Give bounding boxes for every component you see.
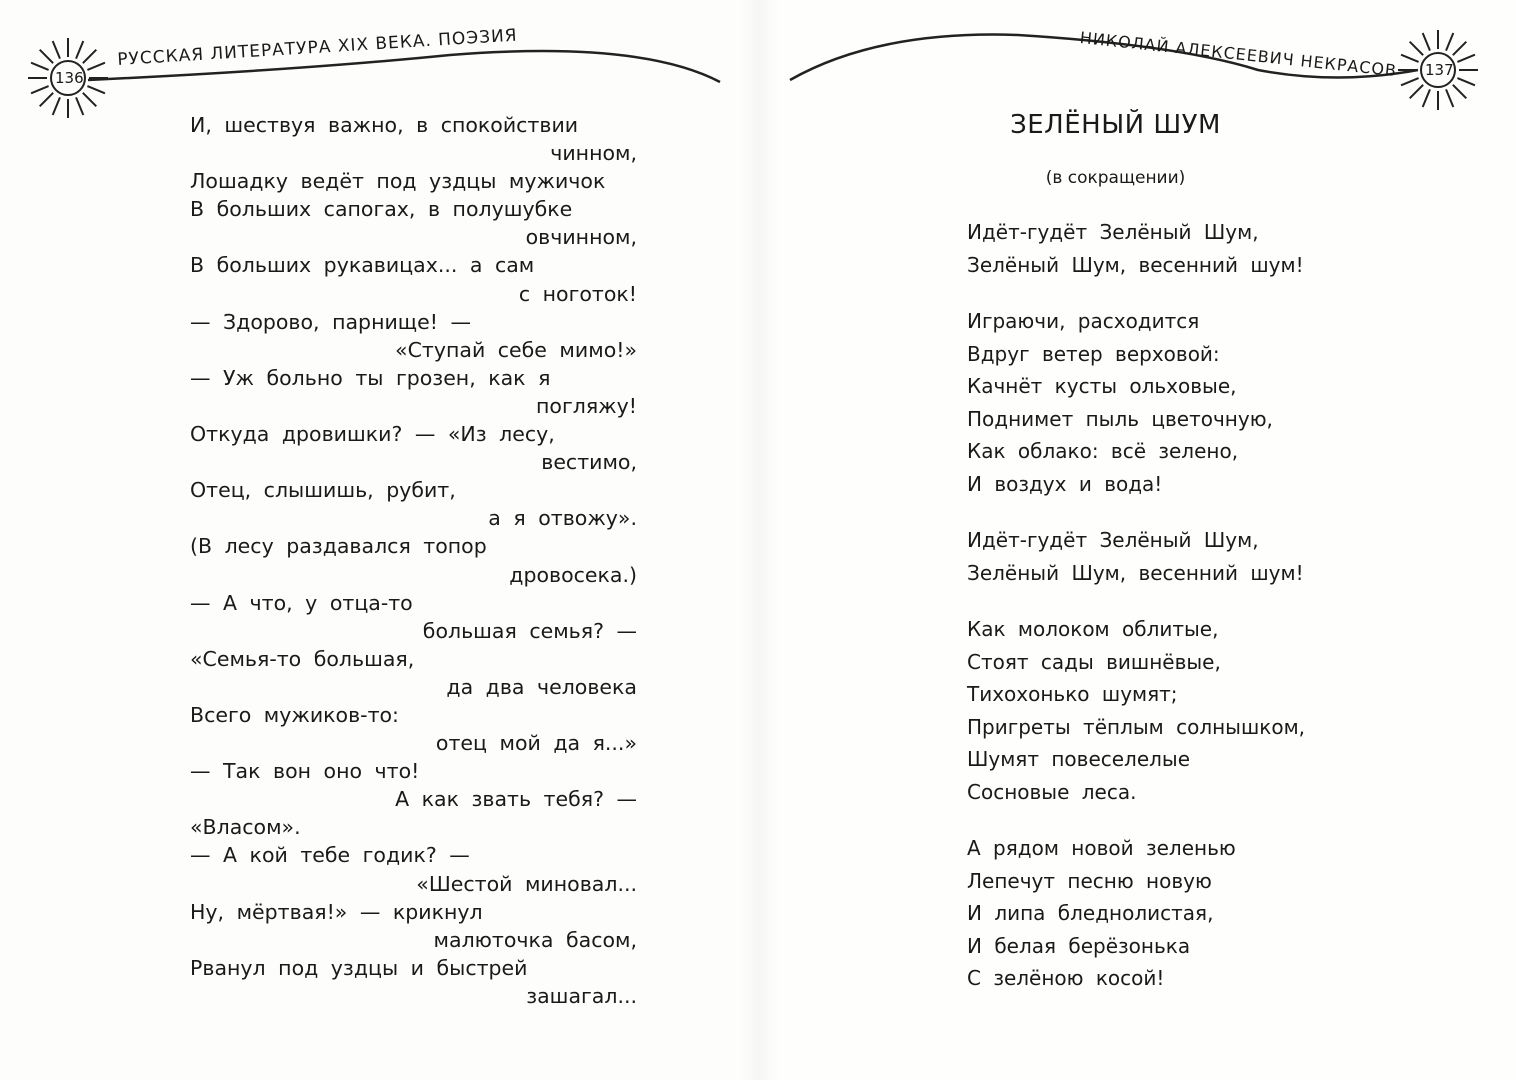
poem-line: «Семья-то большая, — [190, 646, 415, 671]
poem-title: ЗЕЛЁНЫЙ ШУМ — [1010, 110, 1221, 140]
poem-line: овчинном, — [525, 225, 637, 250]
page-number: 137 — [1425, 61, 1454, 79]
poem-line: — А что, у отца-то — [190, 590, 413, 615]
poem-line: Играючи, расходится — [967, 309, 1200, 333]
poem-line: Пригреты тёплым солнышком, — [967, 714, 1306, 739]
poem-line: да два человека — [446, 674, 637, 699]
running-head: РУССКАЯ ЛИТЕРАТУРА XIX ВЕКА. ПОЭЗИЯ — [116, 25, 519, 71]
stanza — [967, 305, 1305, 500]
poem-line: Откуда дровишки? — «Из лесу, — [190, 422, 555, 447]
poem-line: Идёт-гудёт Зелёный Шум, — [967, 528, 1259, 552]
right-page — [758, 0, 1516, 1080]
book-gutter — [740, 0, 780, 1080]
poem-line: И липа бледнолистая, — [967, 901, 1214, 925]
running-head: НИКОЛАЙ АЛЕКСЕЕВИЧ НЕКРАСОВ — [1079, 28, 1398, 81]
poem-line: Зелёный Шум, весенний шум! — [967, 560, 1304, 585]
poem-line: Лепечут песню новую — [967, 868, 1212, 893]
poem-line: — А кой тебе годик? — — [190, 843, 470, 868]
poem-line: дровосека.) — [509, 562, 637, 587]
poem-line: (В лесу раздавался топор — [190, 534, 487, 559]
stanza — [967, 832, 1305, 995]
poem-subtitle: (в сокращении) — [1045, 168, 1186, 188]
poem-text — [190, 111, 637, 1010]
poem-line: — Уж больно ты грозен, как я — [190, 365, 551, 390]
poem-line: Тихохонько шумят; — [967, 682, 1178, 706]
poem-line: отец мой да я...» — [435, 731, 637, 756]
poem-line: Как молоком облитые, — [967, 617, 1219, 641]
poem-line: И, шествуя важно, в спокойствии — [190, 113, 579, 137]
page-number: 136 — [55, 69, 84, 87]
poem-line: И воздух и вода! — [967, 471, 1163, 496]
poem-line: — Здорово, парнище! — — [190, 309, 471, 334]
poem-line: «Власом». — [190, 815, 301, 840]
stanza — [967, 216, 1305, 281]
poem-line: Всего мужиков-то: — [190, 702, 399, 727]
stanza — [967, 613, 1305, 808]
poem-line: большая семья? — — [422, 618, 637, 643]
poem-line: А рядом новой зеленью — [967, 836, 1236, 860]
poem-line: зашагал... — [526, 983, 637, 1008]
poem-line: а я отвожу». — [488, 506, 637, 531]
poem-line: вестимо, — [541, 450, 637, 475]
poem-line: Сосновые леса. — [967, 779, 1137, 804]
poem-line: Лошадку ведёт под уздцы мужичок — [190, 169, 606, 194]
poem-line: В больших сапогах, в полушубке — [190, 197, 573, 222]
poem-line: Качнёт кусты ольховые, — [967, 374, 1237, 398]
poem-line: А как звать тебя? — — [395, 787, 637, 812]
poem-line: Поднимет пыль цветочную, — [967, 406, 1273, 431]
poem-line: С зелёною косой! — [967, 966, 1165, 990]
poem-line: — Так вон оно что! — [190, 759, 420, 784]
poem-line: И белая берёзонька — [967, 933, 1191, 958]
poem-line: Как облако: всё зелено, — [967, 439, 1239, 463]
poem-line: «Ступай себе мимо!» — [395, 337, 637, 362]
poem-line: Вдруг ветер верховой: — [967, 341, 1220, 366]
poem-line: погляжу! — [536, 393, 637, 418]
poem-text — [967, 216, 1305, 1019]
poem-line: малюточка басом, — [433, 927, 637, 952]
poem-line: Рванул под уздцы и быстрей — [190, 955, 528, 980]
poem-line: «Шестой миновал... — [416, 871, 637, 896]
poem-line: Стоят сады вишнёвые, — [967, 649, 1221, 674]
poem-line: с ноготок! — [518, 281, 637, 306]
poem-line: Зелёный Шум, весенний шум! — [967, 252, 1304, 277]
stanza — [967, 524, 1305, 589]
poem-line: Идёт-гудёт Зелёный Шум, — [967, 220, 1259, 244]
poem-line: чинном, — [550, 141, 637, 166]
poem-line: Отец, слышишь, рубит, — [190, 478, 456, 503]
poem-line: В больших рукавицах... а сам — [190, 253, 535, 278]
poem-line: Шумят повеселелые — [967, 747, 1191, 771]
poem-line: Ну, мёртвая!» — крикнул — [190, 899, 483, 924]
